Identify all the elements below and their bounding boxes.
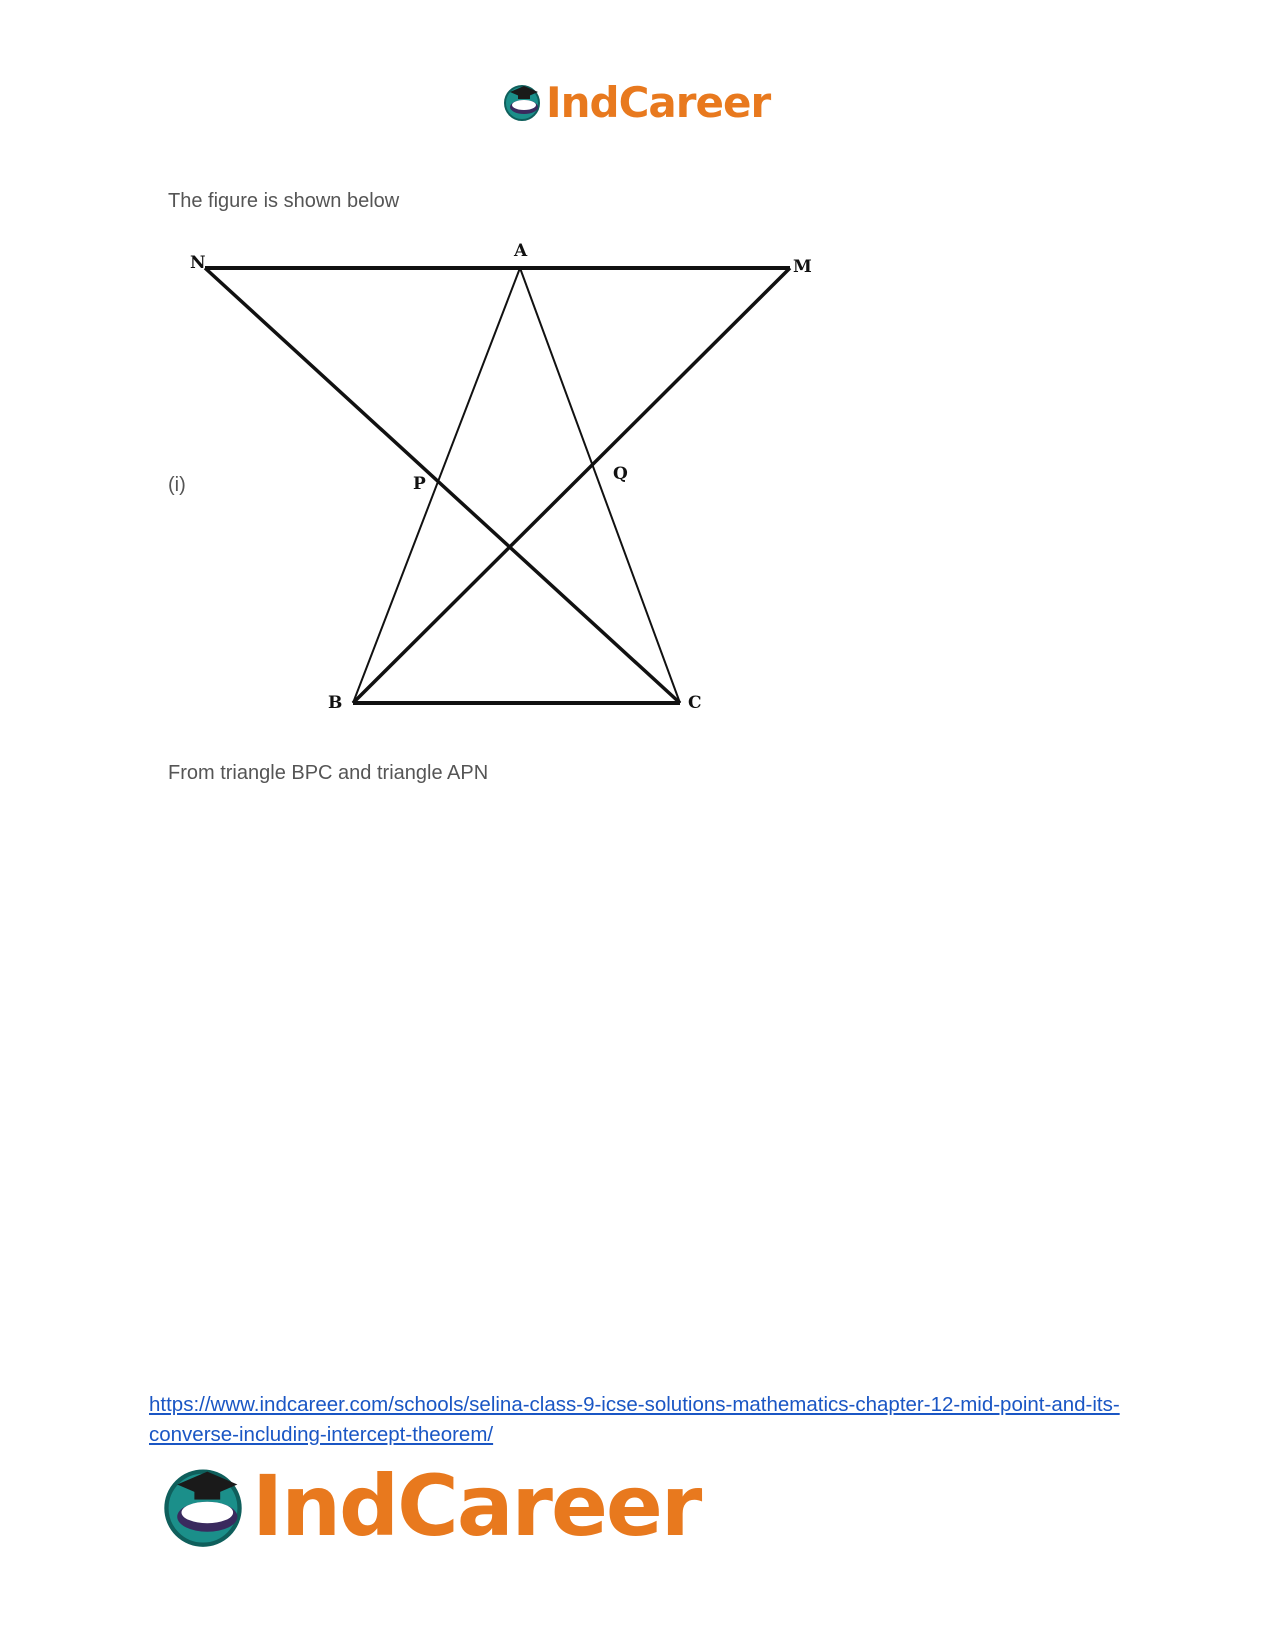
source-url-link[interactable]: https://www.indcareer.com/schools/selina-class-9-icse-solutions-mathematics-chapter-12-mid-point-and-its-converse-including-intercept-theorem/ — [149, 1393, 1120, 1446]
header-logo — [502, 76, 770, 128]
label-C: C — [688, 693, 702, 713]
line-AB — [353, 268, 520, 703]
label-Q: Q — [613, 464, 628, 484]
graduation-book-globe-icon — [502, 82, 542, 122]
figure-followup-text: From triangle BPC and triangle APN — [168, 762, 489, 784]
line-NC — [205, 268, 680, 703]
label-N: N — [190, 253, 206, 273]
header-logo-text: IndCareer — [546, 77, 771, 127]
line-AC — [520, 268, 680, 703]
graduation-book-globe-icon — [160, 1463, 246, 1549]
geometry-figure — [180, 238, 830, 718]
label-P: P — [413, 474, 426, 494]
label-B: B — [328, 693, 343, 713]
footer-logo — [160, 1457, 701, 1555]
figure-caption: The figure is shown below — [168, 190, 400, 212]
label-M: M — [793, 257, 812, 277]
footer-logo-text: IndCareer — [252, 1457, 701, 1555]
part-label: (i) — [168, 474, 186, 496]
label-A: A — [514, 241, 528, 261]
